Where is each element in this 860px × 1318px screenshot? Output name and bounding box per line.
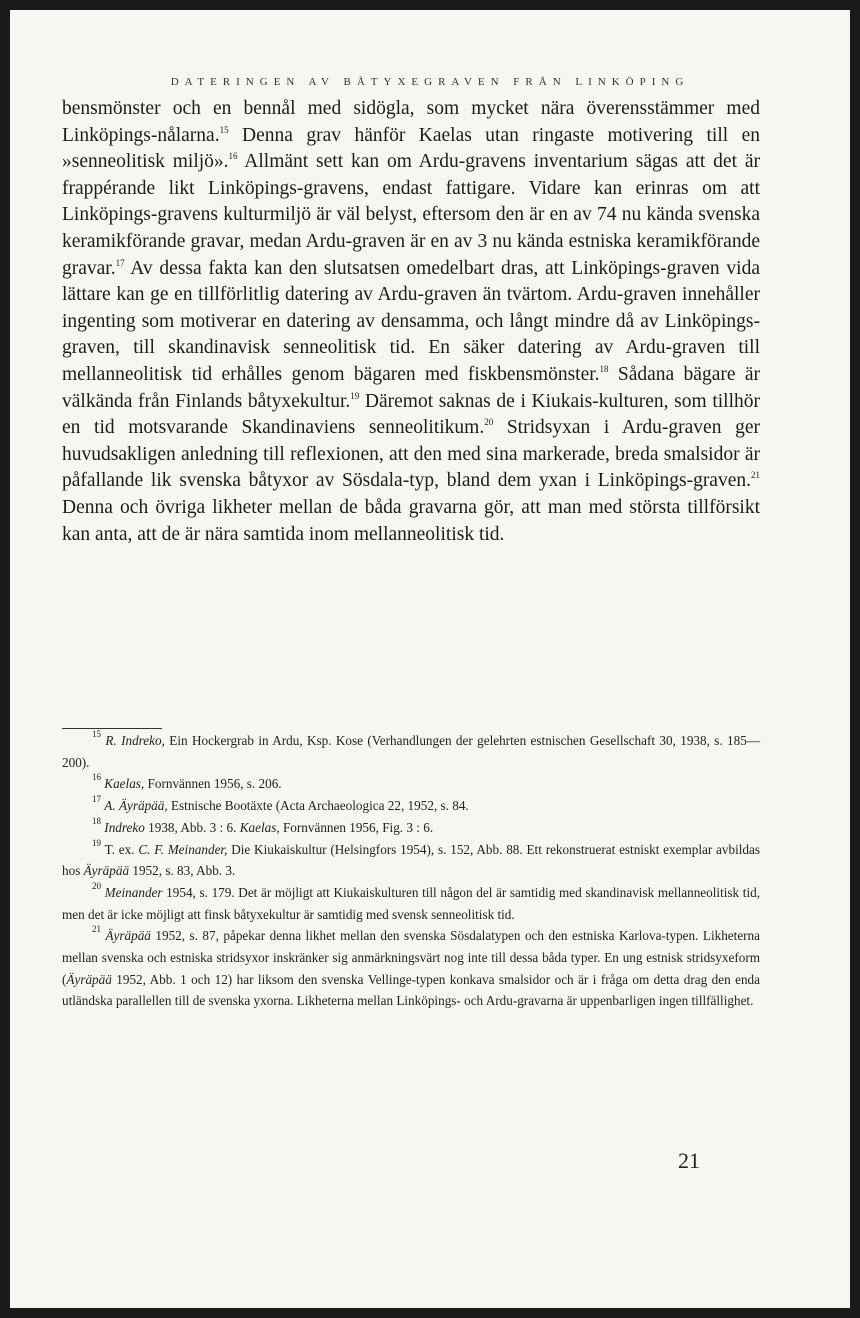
body-text-segment: bensmönster och en bennål med sidögla, som mycket nära överensstämmer med Linköpings-nålarna. xyxy=(62,98,760,146)
footnotes xyxy=(62,730,760,1012)
document-page xyxy=(10,10,850,1308)
footnote-text: T. ex. xyxy=(104,841,139,857)
footnote-text: Fornvännen 1956, s. 206. xyxy=(144,776,282,792)
footnote-author: Kaelas, xyxy=(239,819,280,835)
body-text-segment: Däremot saknas de i Kiukais-kulturen, som tillhör en tid motsvarande Skandinaviens senneolitikum. xyxy=(62,390,760,439)
footnote-number: 20 xyxy=(92,880,101,891)
footnote-number: 17 xyxy=(92,794,101,805)
footnote-ref: 18 xyxy=(599,363,609,374)
footnote-author: A. Äyräpää, xyxy=(104,798,168,814)
footnote-rule xyxy=(62,728,162,729)
footnote-text: Estnische Bootäxte (Acta Archaeologica 22, 1952, s. 84. xyxy=(167,798,469,814)
footnote-text: Ein Hockergrab in Ardu, Ksp. Kose (Verhandlungen der gelehrten estnischen Gesellschaft 30, 1938, s. 185—200). xyxy=(62,733,761,770)
footnote-15 xyxy=(62,730,760,773)
body-text-segment: Stridsyxan i Ardu-graven ger huvudsakligen anledning till reflexionen, att den med sina markerade, breda smalsidor är påfallande lik svenska båtyxor av Sösdala-typ, bland dem yxan i Linköpings-graven. xyxy=(62,417,760,492)
footnote-author: C. F. Meinander, xyxy=(138,841,228,857)
footnote-ref: 16 xyxy=(228,151,238,162)
footnote-text: 1954, s. 179. Det är möjligt att Kiukaiskulturen till någon del är samtidig med skandinavisk mellanneolitisk tid, men det är icke möjligt att finsk båtyxekultur är samtidig med svensk senneolitisk tid. xyxy=(62,884,760,922)
footnote-text: 1938, Abb. 3 : 6. xyxy=(144,819,240,835)
footnote-21 xyxy=(62,925,760,1012)
footnote-number: 21 xyxy=(92,924,101,935)
footnote-number: 15 xyxy=(92,729,101,739)
footnote-text: Fornvännen 1956, Fig. 3 : 6. xyxy=(279,819,434,835)
footnote-number: 19 xyxy=(92,837,101,848)
footnote-author: Kaelas, xyxy=(104,776,145,792)
footnote-author: Äyräpää xyxy=(105,928,151,944)
footnote-18 xyxy=(62,817,760,839)
footnote-17 xyxy=(62,795,760,817)
footnote-ref: 20 xyxy=(484,417,494,428)
body-text-segment: Sådana bägare är välkända från Finlands båtyxekultur. xyxy=(62,363,761,412)
footnote-text: 1952, s. 87, påpekar denna likhet mellan den svenska Sösdalatypen och den estniska Karlova-typen. Likheterna mellan svenska och estniska stridsyxor inskränker sig anmärkningsvärt nog inte till dessa båda typer. En ung estnisk stridsyxeform ( xyxy=(62,928,761,987)
footnote-ref: 15 xyxy=(219,124,229,135)
footnote-text: 1952, Abb. 1 och 12) har liksom den svenska Vellinge-typen konkava smalsidor och är i fråga om detta drag den enda utländska parallellen till de svenska yxorna. Likheterna mellan Linköpings- och Ardu-gravarna är uppenbarligen ingen tillfällighet. xyxy=(62,971,760,1009)
body-text-segment: Allmänt sett kan om Ardu-gravens inventarium sägas att det är frappérande likt Linköpings-gravens, endast fattigare. Vidare kan erinras om att Linköpings-gravens kulturmiljö är väl belyst, eftersom den är en av 74 nu kända svenska keramikförande gravar, medan Ardu-graven är en av 3 nu kända estniska keramikförande gravar. xyxy=(62,151,760,279)
body-paragraph xyxy=(62,96,760,548)
footnote-19 xyxy=(62,839,760,882)
footnote-ref: 21 xyxy=(751,470,760,481)
footnote-text: 1952, s. 83, Abb. 3. xyxy=(129,863,236,879)
footnote-author: Meinander xyxy=(104,884,163,900)
footnote-author: R. Indreko, xyxy=(105,733,165,748)
footnote-author: Äyräpää xyxy=(83,863,130,879)
footnote-ref: 17 xyxy=(115,257,125,268)
footnote-ref: 19 xyxy=(350,390,360,401)
page-number: 21 xyxy=(678,1148,700,1173)
running-head: DATERINGEN AV BÅTYXEGRAVEN FRÅN LINKÖPING xyxy=(170,76,690,88)
footnote-20 xyxy=(62,882,760,925)
body-text-segment: Av dessa fakta kan den slutsatsen omedelbart dras, att Linköpings-graven vida lättare kan ge en tillförlitlig datering av Ardu-graven än tvärtom. Ardu-graven innehåller ingenting som motiverar en datering av densamma, och långt mindre då av Linköpings-graven, till skandinavisk senneolitisk tid. En säker datering av Ardu-graven till mellanneolitisk tid erhålles genom bägaren med fiskbensmönster. xyxy=(62,257,760,385)
footnote-author: Indreko xyxy=(104,819,145,835)
footnote-number: 16 xyxy=(92,772,101,783)
footnote-text: Die Kiukaiskultur (Helsingfors 1954), s. 152, Abb. 88. Ett rekonstruerat estniskt exemplar avbildas hos xyxy=(62,841,760,879)
body-text-segment: Denna grav hänför Kaelas utan ringaste motivering till en »senneolitisk miljö». xyxy=(62,124,760,173)
footnote-number: 18 xyxy=(92,815,101,826)
footnote-author: Äyräpää xyxy=(66,971,112,987)
body-text-segment: Denna och övriga likheter mellan de båda gravarna gör, att man med största tillförsikt kan anta, att de är nära samtida inom mellanneolitisk tid. xyxy=(62,496,760,545)
footnote-16 xyxy=(62,773,760,795)
